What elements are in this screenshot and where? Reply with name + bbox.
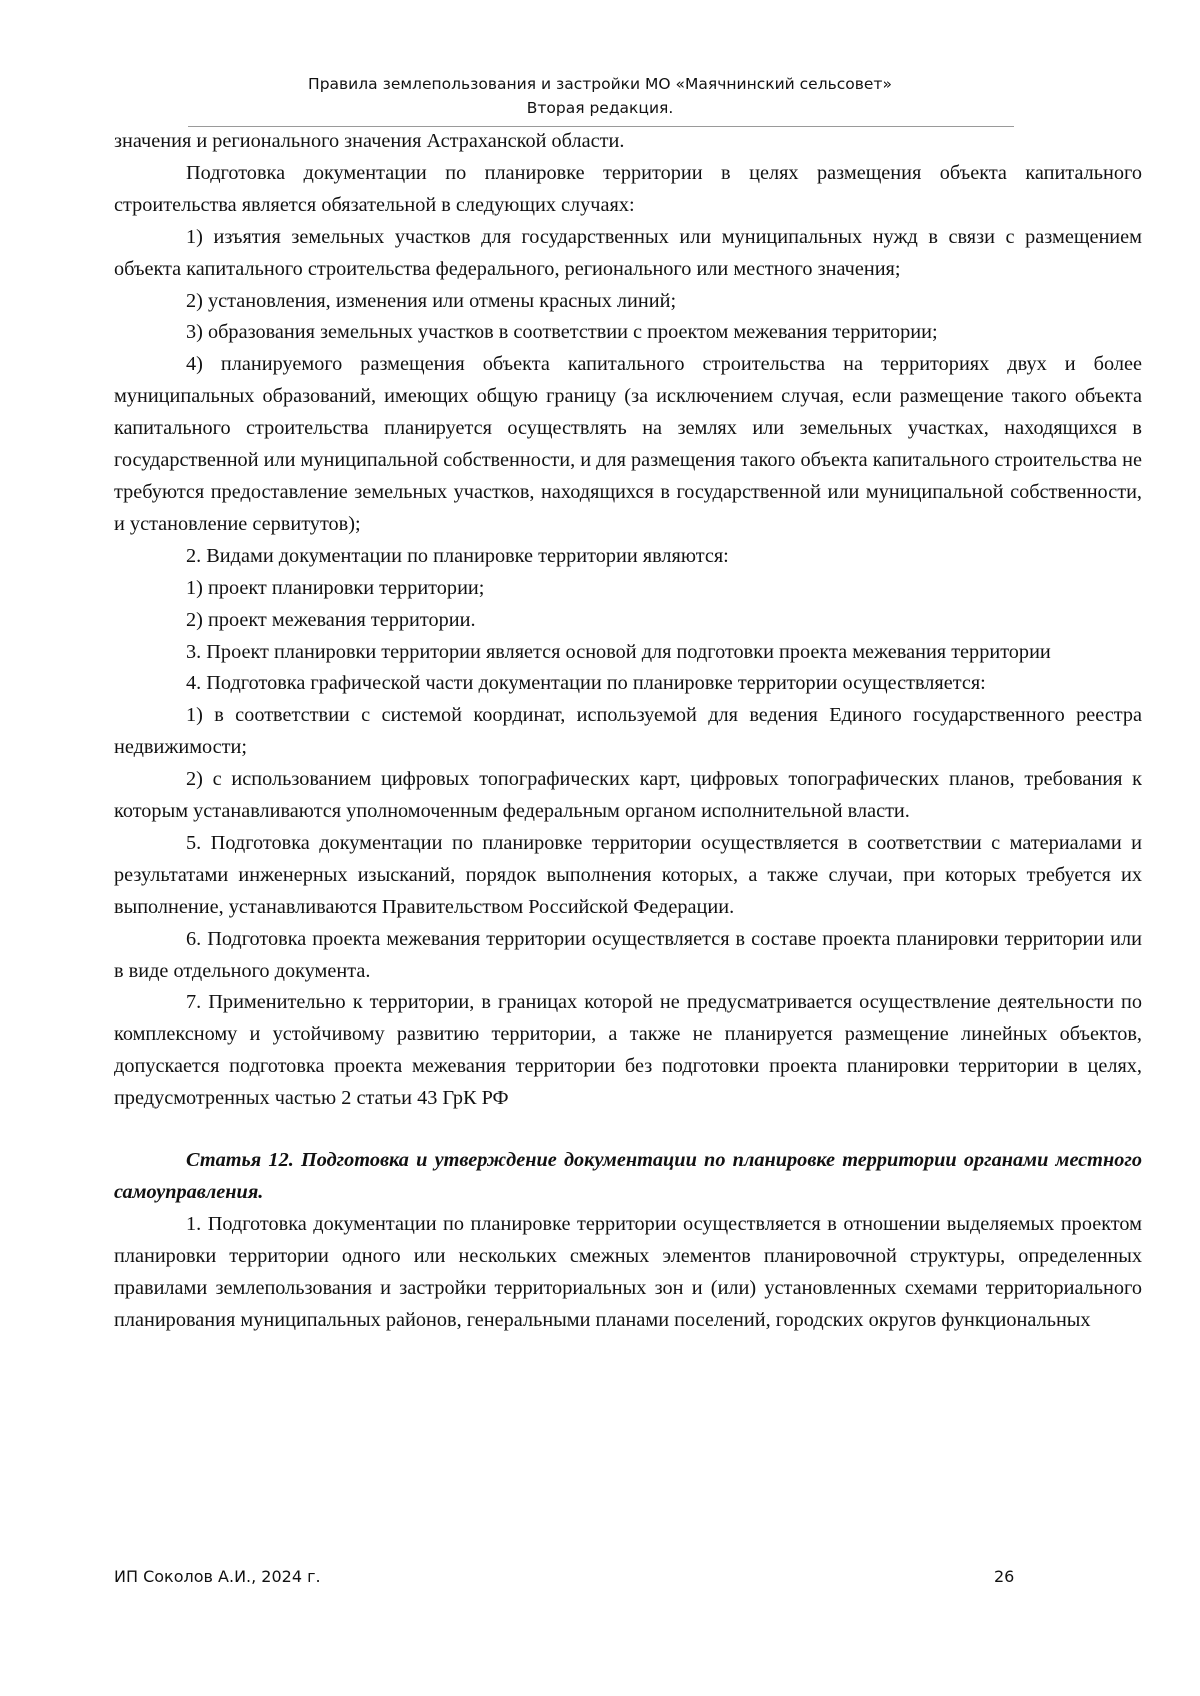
paragraph: 3) образования земельных участков в соответствии с проектом межевания территории; bbox=[186, 321, 938, 344]
paragraph: 1) в соответствии с системой координат, используемой для ведения Единого государственного реестра недвижимости; bbox=[114, 704, 1142, 759]
page-number: 26 bbox=[994, 1567, 1015, 1586]
header-edition: Вторая редакция. bbox=[526, 99, 674, 117]
running-header bbox=[0, 72, 1200, 120]
paragraph: 2) установления, изменения или отмены красных линий; bbox=[186, 289, 677, 312]
paragraph: 2) проект межевания территории. bbox=[186, 608, 476, 631]
article-heading: Статья 12. Подготовка и утверждение документации по планировке территории органами местного самоуправления. bbox=[114, 1149, 1142, 1203]
paragraph: 1) изъятия земельных участков для государственных или муниципальных нужд в связи с размещением объекта капитального строительства федерального, регионального или местного значения; bbox=[114, 225, 1142, 280]
paragraph: Подготовка документации по планировке территории в целях размещения объекта капитального строительства является обязательной в следующих случаях: bbox=[114, 161, 1142, 216]
paragraph: 4. Подготовка графической части документации по планировке территории осуществляется: bbox=[186, 672, 986, 695]
paragraph: 1) проект планировки территории; bbox=[186, 576, 485, 599]
paragraph: значения и регионального значения Астраханской области. bbox=[114, 130, 625, 152]
paragraph: 5. Подготовка документации по планировке территории осуществляется в соответствии с материалами и результатами инженерных изысканий, порядок выполнения которых, а также случаи, при которых требуется их выполнение, устанавливаются Правительством Российской Федерации. bbox=[114, 831, 1142, 918]
paragraph: 2) с использованием цифровых топографических карт, цифровых топографических планов, требования к которым устанавливаются уполномоченным федеральным органом исполнительной власти. bbox=[114, 768, 1142, 823]
document-body bbox=[114, 126, 1142, 1337]
paragraph: 7. Применительно к территории, в границах которой не предусматривается осуществление деятельности по комплексному и устойчивому развитию территории, а также не планируется размещение линейных объектов, допускается подготовка проекта межевания территории без подготовки проекта планировки территории в целях, предусмотренных частью 2 статьи 43 ГрК РФ bbox=[114, 991, 1142, 1110]
header-title: Правила землепользования и застройки МО «Маячнинский сельсовет» bbox=[308, 75, 892, 93]
paragraph: 2. Видами документации по планировке территории являются: bbox=[186, 544, 729, 567]
paragraph: 1. Подготовка документации по планировке территории осуществляется в отношении выделяемых проектом планировки территории одного или нескольких смежных элементов планировочной структуры, определенных правилами землепользования и застройки территориальных зон и (или) установленных схемами территориального планирования муниципальных районов, генеральными планами поселений, городских округов функциональных bbox=[114, 1212, 1142, 1331]
paragraph: 4) планируемого размещения объекта капитального строительства на территориях двух и более муниципальных образований, имеющих общую границу (за исключением случая, если размещение такого объекта капитального строительства планируется осуществлять на землях или земельных участках, находящихся в государственной или муниципальной собственности, и для размещения такого объекта капитального строительства не требуются предоставление земельных участков, находящихся в государственной или муниципальной собственности, и установление сервитутов); bbox=[114, 353, 1142, 535]
paragraph: 6. Подготовка проекта межевания территории осуществляется в составе проекта планировки территории или в виде отдельного документа. bbox=[114, 927, 1142, 982]
footer-author: ИП Соколов А.И., 2024 г. bbox=[114, 1567, 321, 1586]
paragraph: 3. Проект планировки территории является основой для подготовки проекта межевания территории bbox=[186, 640, 1051, 663]
